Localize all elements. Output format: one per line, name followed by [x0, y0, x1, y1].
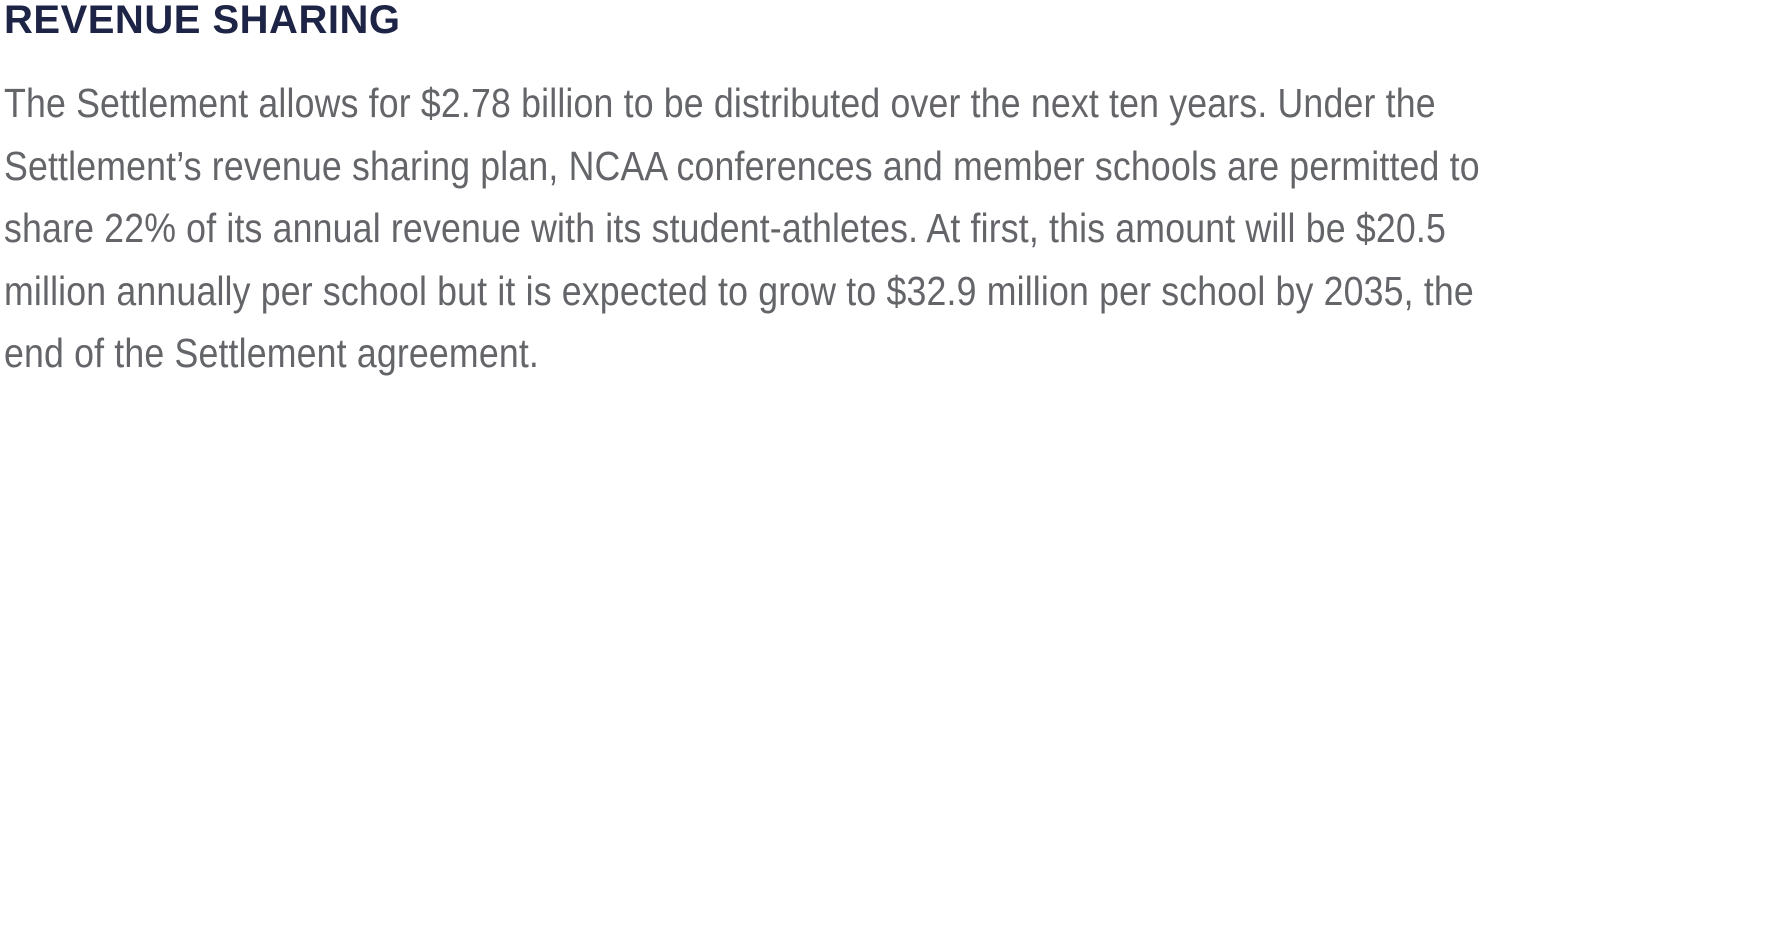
- document-section: [4, 2, 1776, 385]
- paragraph-line: million annually per school but it is expected to grow to $32.9 million per school by 2035, the: [4, 267, 1474, 314]
- paragraph-line: The Settlement allows for $2.78 billion to be distributed over the next ten years. Under the: [4, 80, 1436, 126]
- body-paragraph: [4, 72, 1776, 385]
- section-heading: REVENUE SHARING: [4, 0, 401, 42]
- paragraph-line: share 22% of its annual revenue with its student-athletes. At first, this amount will be $20.5: [4, 205, 1446, 251]
- paragraph-line: end of the Settlement agreement.: [4, 330, 540, 376]
- paragraph-line: Settlement’s revenue sharing plan, NCAA conferences and member schools are permitted to: [4, 142, 1480, 189]
